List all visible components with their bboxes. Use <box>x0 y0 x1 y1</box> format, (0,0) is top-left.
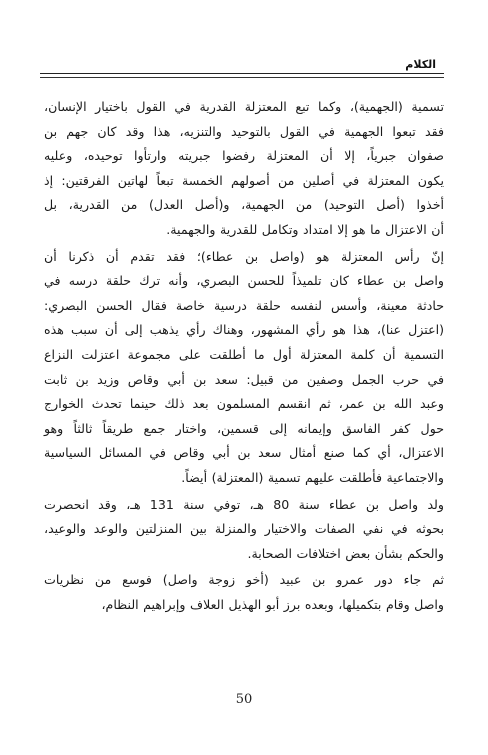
text-line: إنّ رأس المعتزلة هو (واصل بن عطاء)؛ فقد تقدم أن ذكرنا أن <box>44 248 444 264</box>
text-line: الاعتزال، أي كما صنع أمثال سعد بن أبي وقاص في المسائل السياسية <box>44 445 444 461</box>
text-line: (اعتزل عنا)، هذا هو رأي المشهور، وهناك رأي يذهب إلى أن سبب هذه <box>44 322 444 338</box>
page-number: 50 <box>235 692 253 707</box>
text-line: ولد واصل بن عطاء سنة 80 هـ، توفي سنة 131 هـ، وقد انحصرت <box>44 496 444 512</box>
paragraph <box>44 493 444 567</box>
header-rule-thin <box>40 77 444 78</box>
text-line: فقد تبعوا الجهمية في القول بالتوحيد والتنزيه، هذا وقد كان جهم بن <box>44 123 444 139</box>
body-text <box>44 95 444 617</box>
paragraph <box>44 568 444 617</box>
text-line: صفوان جبرياً، إلا أن المعتزلة رفضوا جبريته وارتأوا توحيده، وعليه <box>44 148 444 164</box>
text-line: ثم جاء دور عمرو بن عبيد (أخو زوجة واصل) فوسع من نظريات <box>44 572 444 588</box>
text-line: والاجتماعية فأطلقت عليهم تسمية (المعتزلة) أيضاً. <box>181 469 444 485</box>
paragraph <box>44 95 444 243</box>
text-line: تسمية (الجهمية)، وكما تبع المعتزلة القدرية في القول باختيار الإنسان، <box>44 99 444 114</box>
paragraph <box>44 245 444 491</box>
text-line: واصل بن عطاء كان تلميذاً للحسن البصري، وأنه ترك حلقة درسه في <box>44 273 444 289</box>
text-line: وعبد الله بن عمر، ثم انقسم المسلمون بعد ذلك حينما تحدث الخوارج <box>44 396 444 412</box>
text-line: بحوثه في نفي الصفات والاختيار والمنزلة بين المنزلتين والوعد والوعيد، <box>44 521 444 537</box>
text-line: يكون المعتزلة في أصلين من أصولهم الخمسة تبعاً لهاتين الفرقتين: إذ <box>44 172 444 188</box>
text-line: حول كفر الفاسق وإيمانه إلى قسمين، واختار جمع طريقاً ثالثاً وهو <box>44 420 444 436</box>
text-line: واصل وقام بتكميلها، وبعده برز أبو الهذيل العلاف وإبراهيم النظام، <box>101 596 444 612</box>
text-line: أخذوا (أصل التوحيد) من الجهمية، و(أصل العدل) من القدرية، بل <box>44 197 444 213</box>
text-line: والحكم بشأن بعض اختلافات الصحابة. <box>247 545 444 561</box>
header-rule-thick <box>40 73 444 74</box>
text-line: في حرب الجمل وصفين من قبيل: سعد بن أبي وقاص وزيد بن ثابت <box>44 371 444 387</box>
text-line: التسمية أن كلمة المعتزلة أول ما أطلقت على مجموعة اعتزلت النزاع <box>44 346 444 362</box>
text-line: أن الاعتزال ما هو إلا امتداد وتكامل للقدرية والجهمية. <box>166 221 444 237</box>
running-head: الكلام <box>405 58 436 71</box>
text-line: حادثة معينة، وأسس لنفسه حلقة درسية خاصة فقال الحسن البصري: <box>44 297 444 313</box>
